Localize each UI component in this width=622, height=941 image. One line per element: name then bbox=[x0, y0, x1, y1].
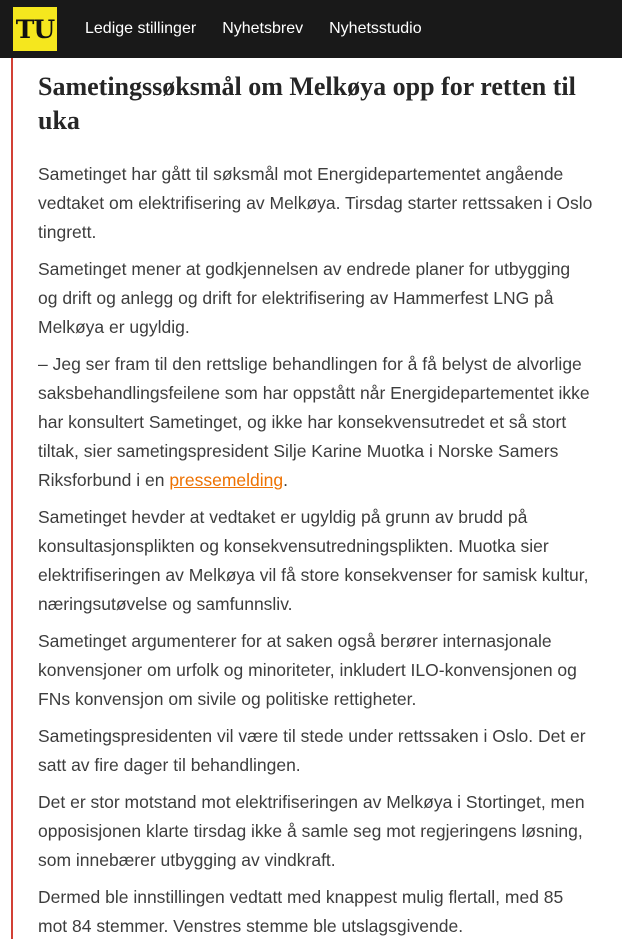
nav-nyhetsstudio[interactable]: Nyhetsstudio bbox=[329, 20, 422, 37]
article-body bbox=[38, 58, 594, 941]
paragraph-text-before-link: – Jeg ser fram til den rettslige behandlingen for å få belyst de alvorlige saksbehandlingsfeilene som har oppstått når Energidepartementet ikke har konsultert Sametinget, og ikke har konsekvensutredet et så stort tiltak, sier sametingspresident Silje Karine Muotka i Norske Samers Riksforbund i en bbox=[38, 354, 590, 490]
article-paragraph-4: Sametinget hevder at vedtaket er ugyldig på grunn av brudd på konsultasjonsplikten og konsekvensutredningsplikten. Muotka sier elektrifiseringen av Melkøya vil få store konsekvenser for samisk kultur, næringsutøvelse og samfunnsliv. bbox=[38, 507, 589, 614]
article-paragraph-3 bbox=[38, 350, 594, 495]
nav-nyhetsbrev[interactable]: Nyhetsbrev bbox=[222, 20, 304, 37]
top-nav-bar bbox=[0, 0, 622, 58]
tu-logo[interactable]: TU bbox=[13, 7, 57, 51]
article-title: Sametingssøksmål om Melkøya opp for retten til uka bbox=[38, 72, 576, 135]
article-paragraph-1: Sametinget har gått til søksmål mot Energidepartementet angående vedtaket om elektrifisering av Melkøya. Tirsdag starter rettssaken i Oslo tingrett. bbox=[38, 164, 593, 242]
pressemelding-link[interactable]: pressemelding bbox=[169, 470, 284, 490]
article-paragraph-8: Dermed ble innstillingen vedtatt med knappest mulig flertall, med 85 mot 84 stemmer. Venstres stemme ble utslagsgivende. bbox=[38, 887, 564, 936]
paragraph-text-after-link: . bbox=[283, 470, 289, 490]
article-paragraph-2: Sametinget mener at godkjennelsen av endrede planer for utbygging og drift og anlegg og drift for elektrifisering av Hammerfest LNG på Melkøya er ugyldig. bbox=[38, 259, 571, 337]
article-accent-line bbox=[11, 58, 13, 939]
nav-ledige-stillinger[interactable]: Ledige stillinger bbox=[85, 20, 197, 37]
article-paragraph-7: Det er stor motstand mot elektrifiseringen av Melkøya i Stortinget, men opposisjonen klarte tirsdag ikke å samle seg mot regjeringens løsning, som innebærer utbygging av vindkraft. bbox=[38, 792, 585, 870]
article-paragraph-5: Sametinget argumenterer for at saken også berører internasjonale konvensjoner om urfolk og minoriteter, inkludert ILO-konvensjonen og FNs konvensjon om sivile og politiske rettigheter. bbox=[38, 631, 577, 709]
article-paragraph-6: Sametingspresidenten vil være til stede under rettssaken i Oslo. Det er satt av fire dager til behandlingen. bbox=[38, 726, 586, 775]
article-page bbox=[0, 58, 622, 939]
main-nav bbox=[85, 0, 422, 58]
